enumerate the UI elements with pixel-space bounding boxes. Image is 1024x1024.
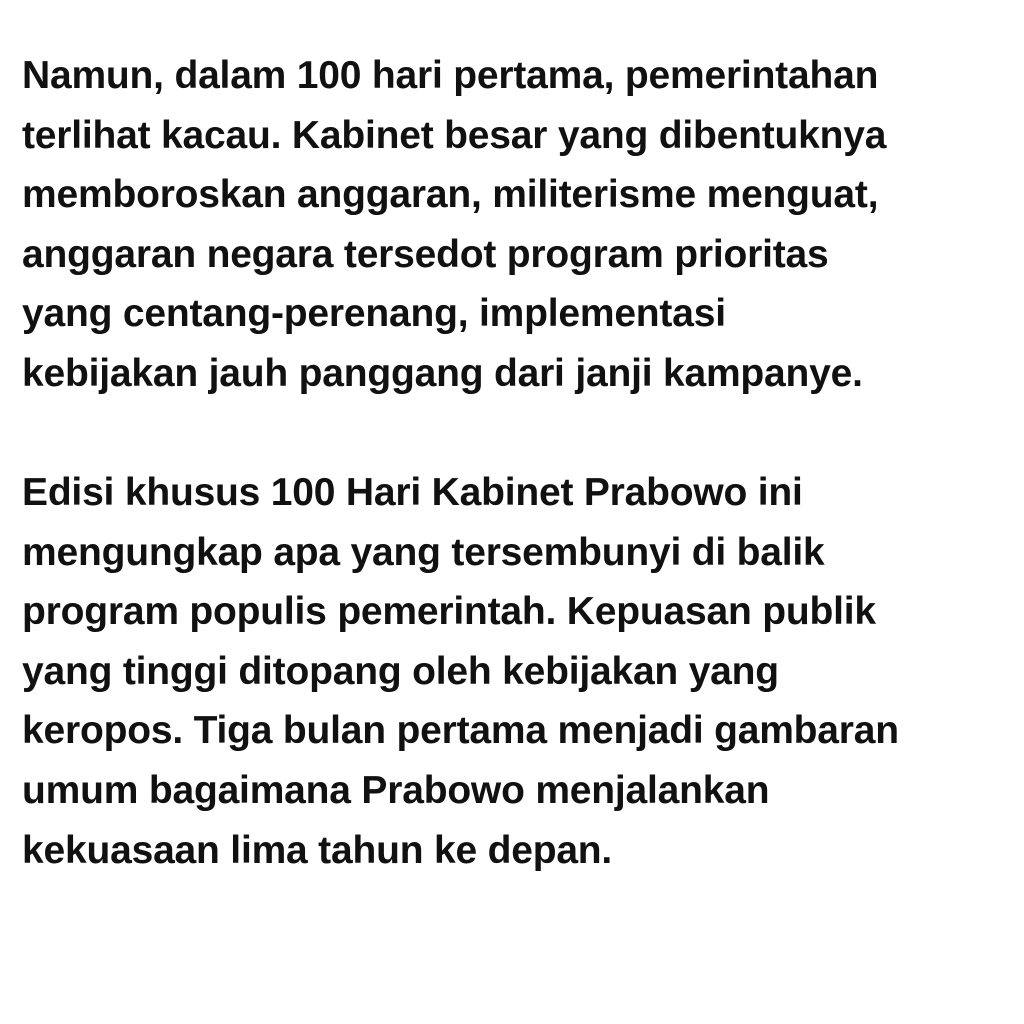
paragraph-intro [22,46,886,404]
text-line: yang tinggi ditopang oleh kebijakan yang [22,649,779,693]
text-line: Edisi khusus 100 Hari Kabinet Prabowo ini [22,471,803,514]
text-line: mengungkap apa yang tersembunyi di balik [22,530,825,574]
paragraph-edition [22,463,899,880]
text-line: keropos. Tiga bulan pertama menjadi gambaran [22,709,899,753]
text-line: yang centang-perenang, implementasi [22,292,726,336]
text-line: kekuasaan lima tahun ke depan. [22,828,613,872]
text-line: umum bagaimana Prabowo menjalankan [22,768,770,812]
text-line: Namun, dalam 100 hari pertama, pemerintahan [22,54,879,97]
text-line: memboroskan anggaran, militerisme menguat, [22,173,879,217]
text-line: terlihat kacau. Kabinet besar yang dibentuknya [22,113,887,157]
text-line: anggaran negara tersedot program prioritas [22,232,829,276]
text-line: program populis pemerintah. Kepuasan publik [22,590,876,634]
text-line: kebijakan jauh panggang dari janji kampanye. [22,351,863,395]
